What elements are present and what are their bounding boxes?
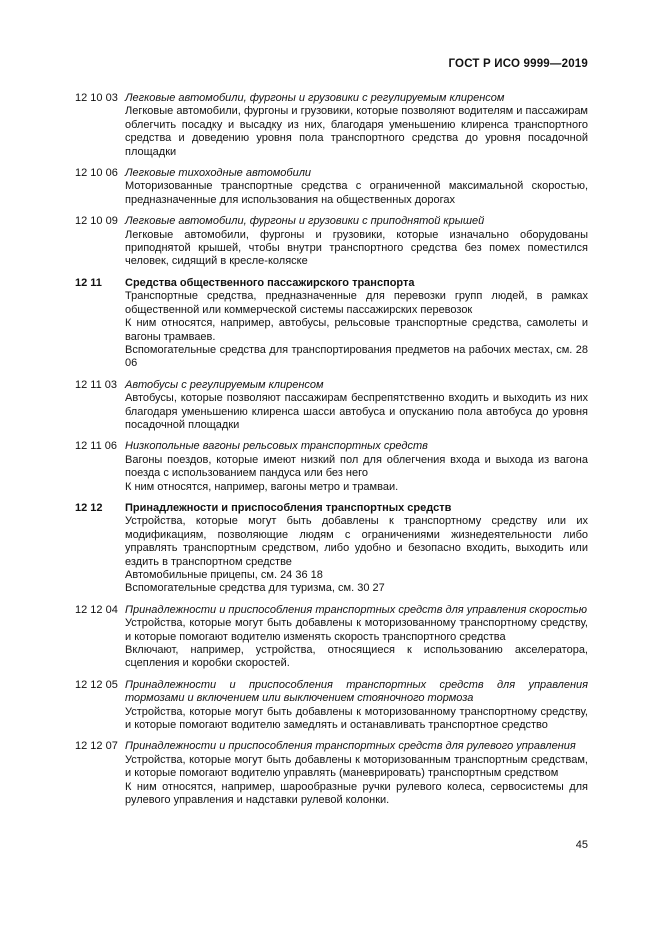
classification-entry [75, 215, 588, 269]
entry-paragraph: Транспортные средства, предназначенные для перевозки групп людей, в рамках общественной или коммерческой системы пассажирских перевозок [125, 290, 588, 316]
entry-paragraph: К ним относятся, например, шарообразные ручки рулевого колеса, сервосистемы для рулевого управления и надставки рулевой колонки. [125, 780, 588, 807]
document-header [75, 58, 588, 70]
classification-entry [75, 277, 588, 371]
entry-code: 12 12 [75, 501, 103, 514]
entry-paragraph: Вспомогательные средства для транспортирования предметов на рабочих местах, см. 28 06 [125, 343, 588, 370]
entry-paragraphs [125, 515, 588, 595]
classification-entry [75, 379, 588, 433]
entry-heading: Принадлежности и приспособления транспортных средств [125, 501, 452, 514]
entry-body [125, 440, 588, 494]
entry-paragraph: Устройства, которые могут быть добавлены к моторизованному транспортному средству, и которые помогают водителю замедлять и останавливать транспортное средство [125, 705, 588, 732]
entry-paragraph: Легковые автомобили, фургоны и грузовики, которые позволяют водителям и пассажирам облегчить посадку и высадку из них, благодаря уменьшению клиренса транспортного средства и доведению уровня пола транспортного средства до уровня посадочной площадки [125, 105, 588, 158]
entry-code: 12 10 06 [75, 167, 118, 180]
entry-body [125, 502, 588, 596]
entry-code: 12 12 04 [75, 603, 118, 616]
entry-code: 12 10 09 [75, 215, 118, 228]
entry-paragraph: Устройства, которые могут быть добавлены к транспортному средству или их модификациям, позволяющие людям с ограничениями жизнедеятельности либо управлять транспортным средством, либо удобно и безопасно входить, выходить или ездить в транспортном средстве [125, 515, 588, 568]
entry-paragraphs [125, 617, 588, 671]
entry-body [125, 92, 588, 159]
entry-heading: Принадлежности и приспособления транспортных средств для управления тормозами и включением или выключением стояночного тормоза [125, 678, 588, 705]
entry-code: 12 11 03 [75, 378, 118, 391]
entry-body [125, 740, 588, 807]
entry-paragraph: Автомобильные прицепы, см. 24 36 18 [125, 569, 323, 581]
entry-paragraphs [125, 290, 588, 370]
entry-paragraph: Устройства, которые могут быть добавлены к моторизованному транспортному средству, и которые помогают водителю изменять скорость транспортного средства [125, 617, 588, 643]
entry-paragraph: К ним относятся, например, вагоны метро и трамваи. [125, 480, 399, 493]
standard-number: ГОСТ Р ИСО 9999—2019 [448, 58, 588, 70]
entry-paragraph: Легковые автомобили, фургоны и грузовики, которые изначально оборудованы приподнятой крышей, чтобы внутри транспортного средства без помех поместился человек, сидящий в кресле-коляске [125, 228, 588, 268]
entry-body [125, 679, 588, 733]
entry-paragraph: Вспомогательные средства для туризма, см. 30 27 [125, 582, 385, 595]
entry-paragraph: Моторизованные транспортные средства с ограниченной максимальной скоростью, предназначенные для использования на общественных дорогах [125, 180, 588, 206]
entry-code: 12 11 06 [75, 440, 118, 453]
entry-paragraph: Включают, например, устройства, относящиеся к использованию акселератора, сцепления и коробки скоростей. [125, 644, 588, 670]
entry-paragraphs [125, 706, 588, 733]
entry-heading: Автобусы с регулируемым клиренсом [125, 378, 324, 391]
classification-entry [75, 679, 588, 733]
entry-body [125, 379, 588, 433]
classification-entry [75, 604, 588, 671]
entry-body [125, 215, 588, 269]
entry-code: 12 10 03 [75, 92, 118, 104]
entry-paragraph: Вагоны поездов, которые имеют низкий пол для облегчения входа и выхода из вагона поезда с использованием пандуса или без него [125, 453, 588, 480]
page-footer [75, 839, 588, 851]
entry-paragraphs [125, 180, 588, 207]
classification-entry [75, 740, 588, 807]
entry-body [125, 277, 588, 371]
entry-heading: Легковые автомобили, фургоны и грузовики с регулируемым клиренсом [125, 92, 505, 104]
classification-entry [75, 502, 588, 596]
entry-paragraphs [125, 105, 588, 159]
classification-entry [75, 440, 588, 494]
entry-code: 12 12 07 [75, 740, 118, 753]
entry-paragraphs [125, 229, 588, 269]
entry-heading: Легковые тихоходные автомобили [125, 167, 312, 180]
entries-list [75, 92, 588, 816]
entry-heading: Легковые автомобили, фургоны и грузовики с приподнятой крышей [125, 215, 485, 228]
entry-paragraphs [125, 392, 588, 432]
classification-entry [75, 167, 588, 207]
entry-code: 12 12 05 [75, 678, 118, 691]
entry-heading: Низкопольные вагоны рельсовых транспортных средств [125, 440, 428, 453]
entry-paragraphs [125, 454, 588, 494]
entry-heading: Принадлежности и приспособления транспортных средств для рулевого управления [125, 740, 576, 753]
entry-paragraph: Автобусы, которые позволяют пассажирам беспрепятственно входить и выходить из них благодаря уменьшению клиренса шасси автобуса и опусканию пола автобуса до уровня посадочной площадки [125, 392, 588, 431]
entry-paragraph: К ним относятся, например, автобусы, рельсовые транспортные средства, самолеты и вагоны трамваев. [125, 317, 588, 343]
entry-code: 12 11 [75, 276, 102, 289]
entry-paragraph: Устройства, которые могут быть добавлены к моторизованным транспортным средствам, и которые помогают водителю управлять (маневрировать) транспортным средством [125, 753, 588, 780]
classification-entry [75, 92, 588, 159]
entry-body [125, 604, 588, 671]
entry-paragraphs [125, 754, 588, 808]
entry-body [125, 167, 588, 207]
entry-heading: Средства общественного пассажирского транспорта [125, 276, 415, 289]
entry-heading: Принадлежности и приспособления транспортных средств для управления скоростью [125, 603, 588, 616]
page-number: 45 [575, 839, 588, 851]
